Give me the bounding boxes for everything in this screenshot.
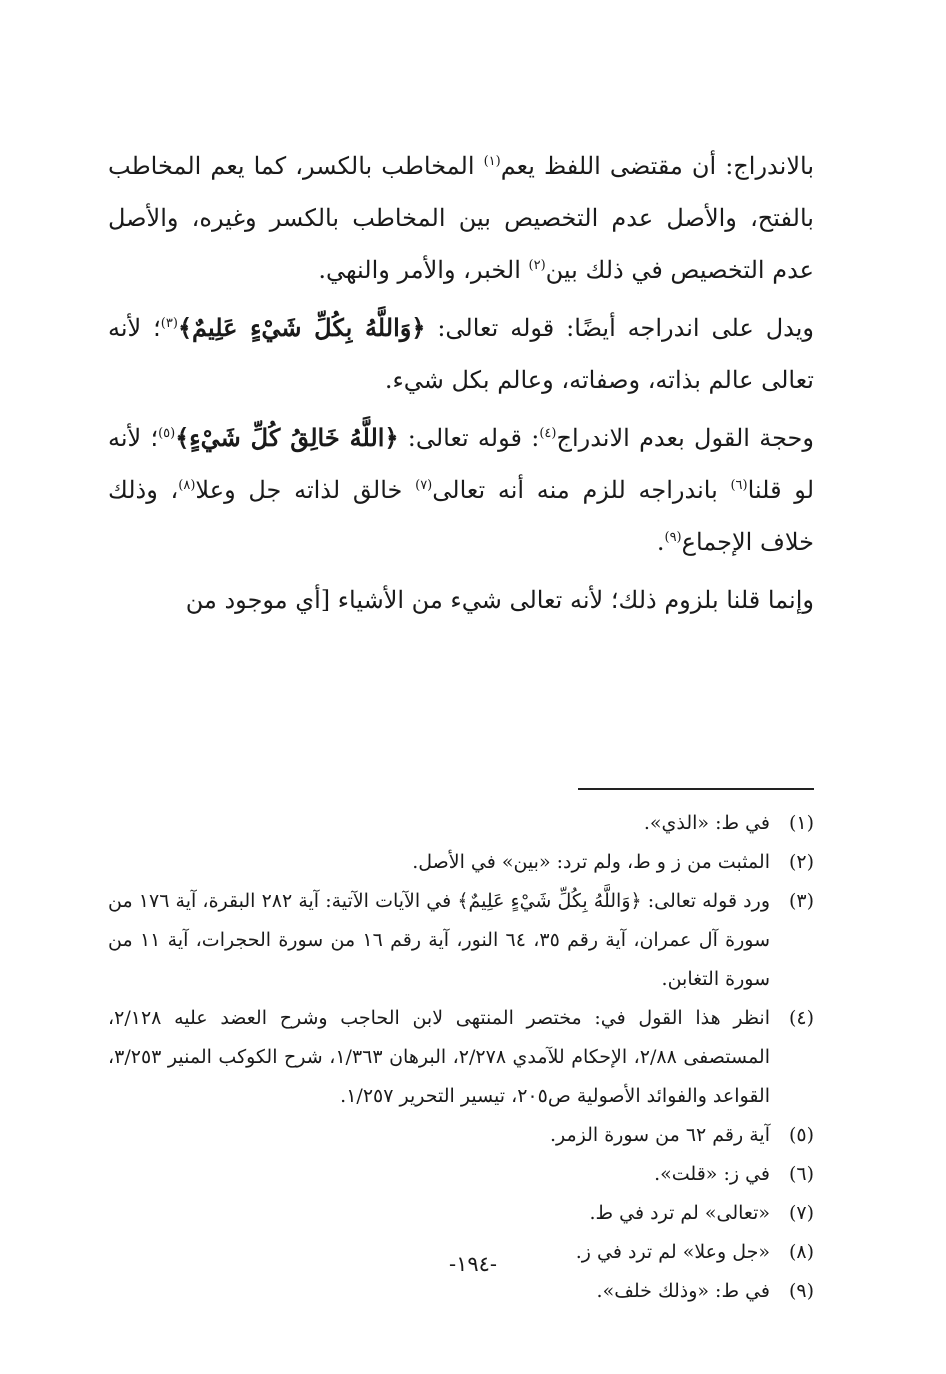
footnote-text: في ط: «الذي». xyxy=(643,812,770,834)
footnote-9 xyxy=(108,1272,814,1311)
page-number: -١٩٤- xyxy=(448,1252,498,1276)
text-run: ، وذلك خلاف الإجماع xyxy=(108,476,814,556)
text-run: وحجة القول بعدم الاندراج xyxy=(556,424,814,452)
footnote-ref-2[interactable]: (٢) xyxy=(528,258,546,273)
footnotes xyxy=(108,804,814,1311)
footnote-text: انظر هذا القول في: مختصر المنتهى لابن الحاجب وشرح العضد عليه ٢/١٢٨، المستصفى ٢/٨٨، الإحكام للآمدي ٢/٢٧٨، البرهان ١/٣٦٣، شرح الكوكب المنير ٣/٢٥٣، القواعد والفوائد الأصولية ص٢٠٥، تيسير التحرير ١/٢٥٧. xyxy=(108,1007,770,1107)
footnote-number: (٦) xyxy=(788,1163,814,1185)
footnote-separator xyxy=(578,788,814,790)
text-run: خالق لذاته جل وعلا xyxy=(195,476,416,504)
paragraph-4: وإنما قلنا بلزوم ذلك؛ لأنه تعالى شيء من الأشياء [أي موجود من xyxy=(185,586,814,614)
footnote-text: في ز: «قلت». xyxy=(654,1163,770,1185)
quran-verse: ﴿اللَّهُ خَالِقُ كُلِّ شَيْءٍ﴾ xyxy=(175,423,399,452)
text-run: ؛ لأنه تعالى عالم بذاته، وصفاته، وعالم بكل شيء. xyxy=(108,314,814,394)
footnote-ref-7[interactable]: (٧) xyxy=(415,478,433,493)
footnote-number: (٥) xyxy=(788,1124,814,1146)
text-run: باندراجه للزم منه أنه تعالى xyxy=(432,476,731,504)
footnote-number: (٢) xyxy=(788,851,814,873)
text-run: ؛ لأنه لو قلنا xyxy=(108,424,815,504)
footnote-number: (٧) xyxy=(788,1202,814,1224)
footnote-ref-5[interactable]: (٥) xyxy=(158,426,176,441)
footnote-6 xyxy=(108,1155,814,1194)
quran-verse: ﴿وَاللَّهُ بِكُلِّ شَيْءٍ عَلِيمٌ﴾ xyxy=(177,313,426,342)
footnote-text: «تعالى» لم ترد في ط. xyxy=(589,1202,770,1224)
footnote-3 xyxy=(108,882,814,999)
footnote-5 xyxy=(108,1116,814,1155)
text-run: بالاندراج: أن مقتضى اللفظ يعم xyxy=(500,152,814,180)
footnote-ref-4[interactable]: (٤) xyxy=(539,426,557,441)
footnote-2 xyxy=(108,843,814,882)
footnote-ref-8[interactable]: (٨) xyxy=(178,478,196,493)
text-run: الخبر، والأمر والنهي. xyxy=(318,256,529,284)
footnote-ref-3[interactable]: (٣) xyxy=(160,316,178,331)
text-run: المخاطب بالكسر، كما يعم المخاطب بالفتح، والأصل عدم التخصيص بين المخاطب بالكسر وغيره، والأصل عدم التخصيص في ذلك بين xyxy=(108,152,814,284)
paragraph-2 xyxy=(108,302,814,406)
footnote-text: آية رقم ٦٢ من سورة الزمر. xyxy=(549,1124,770,1146)
footnote-text: ورد قوله تعالى: ﴿وَاللَّهُ بِكُلِّ شَيْءٍ عَلِيمٌ﴾ في الآيات الآتية: آية ٢٨٢ البقرة، آية ١٧٦ من سورة آل عمران، آية رقم ٣٥، ٦٤ النور، آية رقم ١٦ من سورة الحجرات، آية ١١ من سورة التغابن. xyxy=(108,890,770,990)
footnote-1 xyxy=(108,804,814,843)
main-text xyxy=(108,140,814,626)
footnote-number: (٤) xyxy=(788,1007,814,1029)
text-run: . xyxy=(656,528,665,556)
footnote-number: (٨) xyxy=(788,1241,814,1263)
paragraph-1 xyxy=(108,140,814,296)
footnote-ref-9[interactable]: (٩) xyxy=(664,530,682,545)
footnote-text: «جل وعلا» لم ترد في ز. xyxy=(575,1241,770,1263)
footnote-number: (١) xyxy=(788,812,814,834)
footnote-number: (٣) xyxy=(788,890,814,912)
footnote-text: المثبت من ز و ط، ولم ترد: «بين» في الأصل. xyxy=(412,851,770,873)
footnote-text: في ط: «وذلك خلف». xyxy=(596,1280,770,1302)
text-run: ويدل على اندراجه أيضًا: قوله تعالى: xyxy=(425,314,814,342)
text-run: : قوله تعالى: xyxy=(398,424,540,452)
footnote-4 xyxy=(108,999,814,1116)
paragraph-3 xyxy=(108,412,814,568)
footnote-ref-1[interactable]: (١) xyxy=(483,154,501,169)
footnote-7 xyxy=(108,1194,814,1233)
footnote-ref-6[interactable]: (٦) xyxy=(730,478,748,493)
footnote-number: (٩) xyxy=(788,1280,814,1302)
